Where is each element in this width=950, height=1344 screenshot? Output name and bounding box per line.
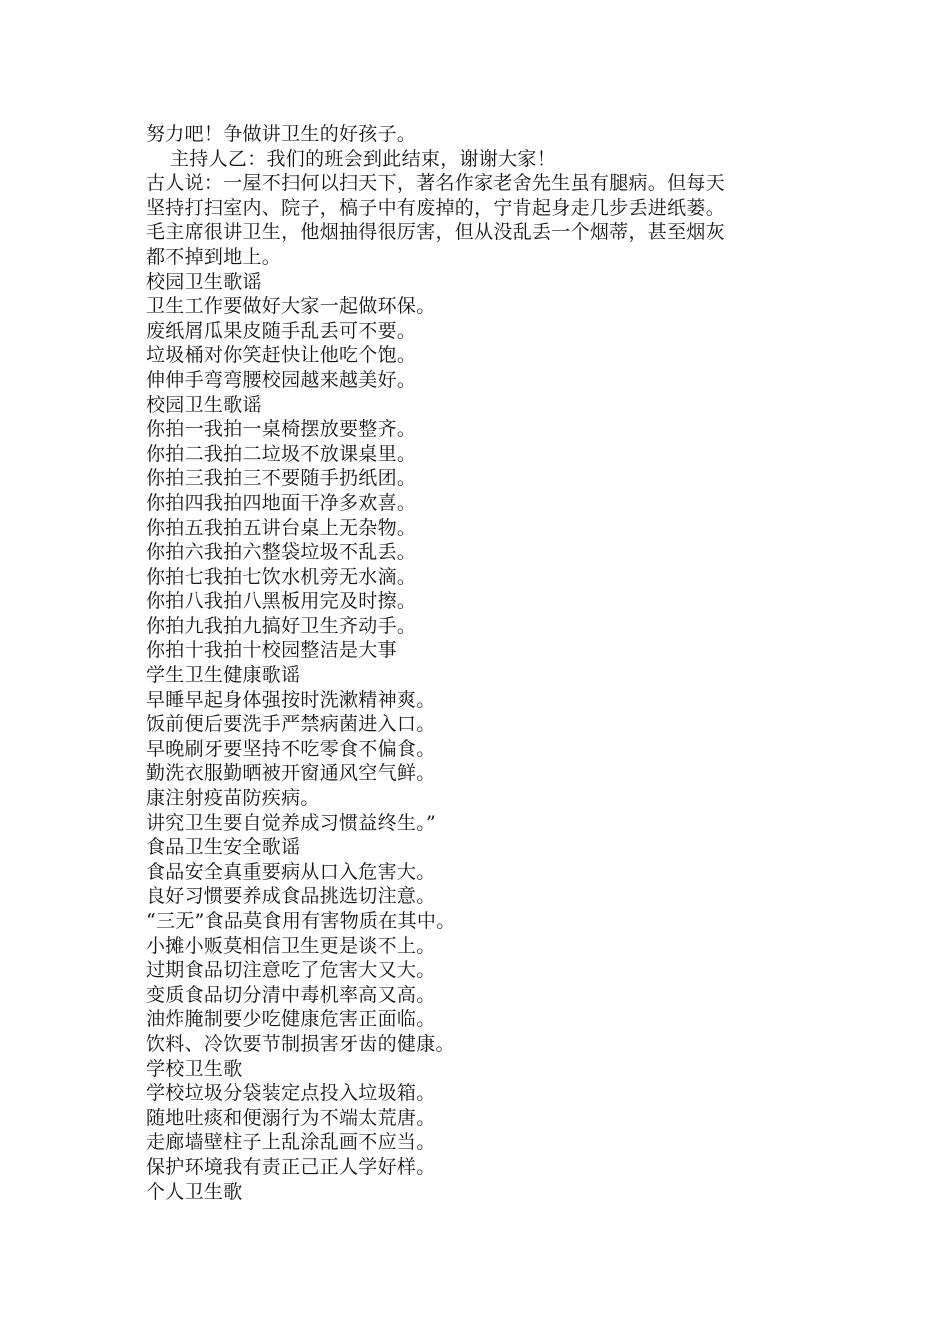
text-line: 你拍十我拍十校园整洁是大事	[146, 639, 397, 662]
text-line: 勤洗衣服勤晒被开窗通风空气鲜。	[146, 762, 436, 785]
text-line: 你拍六我拍六整袋垃圾不乱丢。	[146, 541, 417, 564]
text-line: 古人说：一屋不扫何以扫天下，著名作家老舍先生虽有腿病。但每天	[146, 172, 726, 195]
text-line: 变质食品切分清中毒机率高又高。	[146, 983, 436, 1006]
text-line: 努力吧！争做讲卫生的好孩子。	[146, 123, 417, 145]
text-line: 你拍五我拍五讲台桌上无杂物。	[146, 516, 417, 539]
text-line: 卫生工作要做好大家一起做环保。	[146, 295, 436, 318]
text-line: 你拍九我拍九搞好卫生齐动手。	[146, 614, 417, 637]
text-line: 饮料、冷饮要节制损害牙齿的健康。	[146, 1032, 455, 1055]
text-line: 良好习惯要养成食品挑选切注意。	[146, 885, 436, 908]
text-line: 学校卫生歌	[146, 1057, 243, 1080]
text-line: 坚持打扫室内、院子，槁子中有废掉的，宁肯起身走几步丢进纸蒌。	[146, 196, 726, 219]
text-line: 饭前便后要洗手严禁病菌进入口。	[146, 713, 436, 736]
text-line: 早睡早起身体强按时洗漱精神爽。	[146, 688, 436, 711]
text-line: 你拍二我拍二垃圾不放课桌里。	[146, 442, 417, 465]
text-line: 康注射疫苗防疾病。	[146, 787, 320, 810]
text-line: 早晚刷牙要坚持不吃零食不偏食。	[146, 737, 436, 760]
text-line: 随地吐痰和便溺行为不端太荒唐。	[146, 1106, 436, 1129]
text-line: 你拍七我拍七饮水机旁无水滴。	[146, 565, 417, 588]
text-line: 走廊墙壁柱子上乱涂乱画不应当。	[146, 1131, 436, 1154]
text-line: 个人卫生歌	[146, 1180, 243, 1203]
text-line: 毛主席很讲卫生，他烟抽得很厉害，但从没乱丢一个烟蒂，甚至烟灰	[146, 221, 726, 244]
text-line: 你拍四我拍四地面干净多欢喜。	[146, 491, 417, 514]
text-line: 小摊小贩莫相信卫生更是谈不上。	[146, 934, 436, 957]
text-line: 垃圾桶对你笑赶快让他吃个饱。	[146, 344, 417, 367]
text-line: 食品卫生安全歌谣	[146, 836, 301, 859]
text-line: 油炸腌制要少吃健康危害正面临。	[146, 1008, 436, 1031]
text-line: 你拍一我拍一桌椅摆放要整齐。	[146, 418, 417, 441]
text-line: 食品安全真重要病从口入危害大。	[146, 860, 436, 883]
text-line: 过期食品切注意吃了危害大又大。	[146, 959, 436, 982]
text-line: 都不掉到地上。	[146, 245, 282, 268]
text-line: 学校垃圾分袋装定点投入垃圾箱。	[146, 1082, 436, 1105]
text-line: 你拍八我拍八黑板用完及时擦。	[146, 590, 417, 613]
text-line: 校园卫生歌谣	[146, 270, 262, 293]
text-line: “三无”食品莫食用有害物质在其中。	[146, 910, 456, 932]
text-line: 学生卫生健康歌谣	[146, 664, 301, 687]
text-line: 你拍三我拍三不要随手扔纸团。	[146, 467, 417, 490]
text-line: 保护环境我有责正己正人学好样。	[146, 1155, 436, 1178]
text-line: 校园卫生歌谣	[146, 393, 262, 416]
text-line: 废纸屑瓜果皮随手乱丢可不要。	[146, 319, 417, 342]
document-body	[146, 122, 826, 1204]
text-line: 讲究卫生要自觉养成习惯益终生。”	[146, 811, 437, 834]
text-line: 伸伸手弯弯腰校园越来越美好。	[146, 368, 417, 391]
text-line: 主持人乙：我们的班会到此结束，谢谢大家！	[170, 147, 557, 170]
